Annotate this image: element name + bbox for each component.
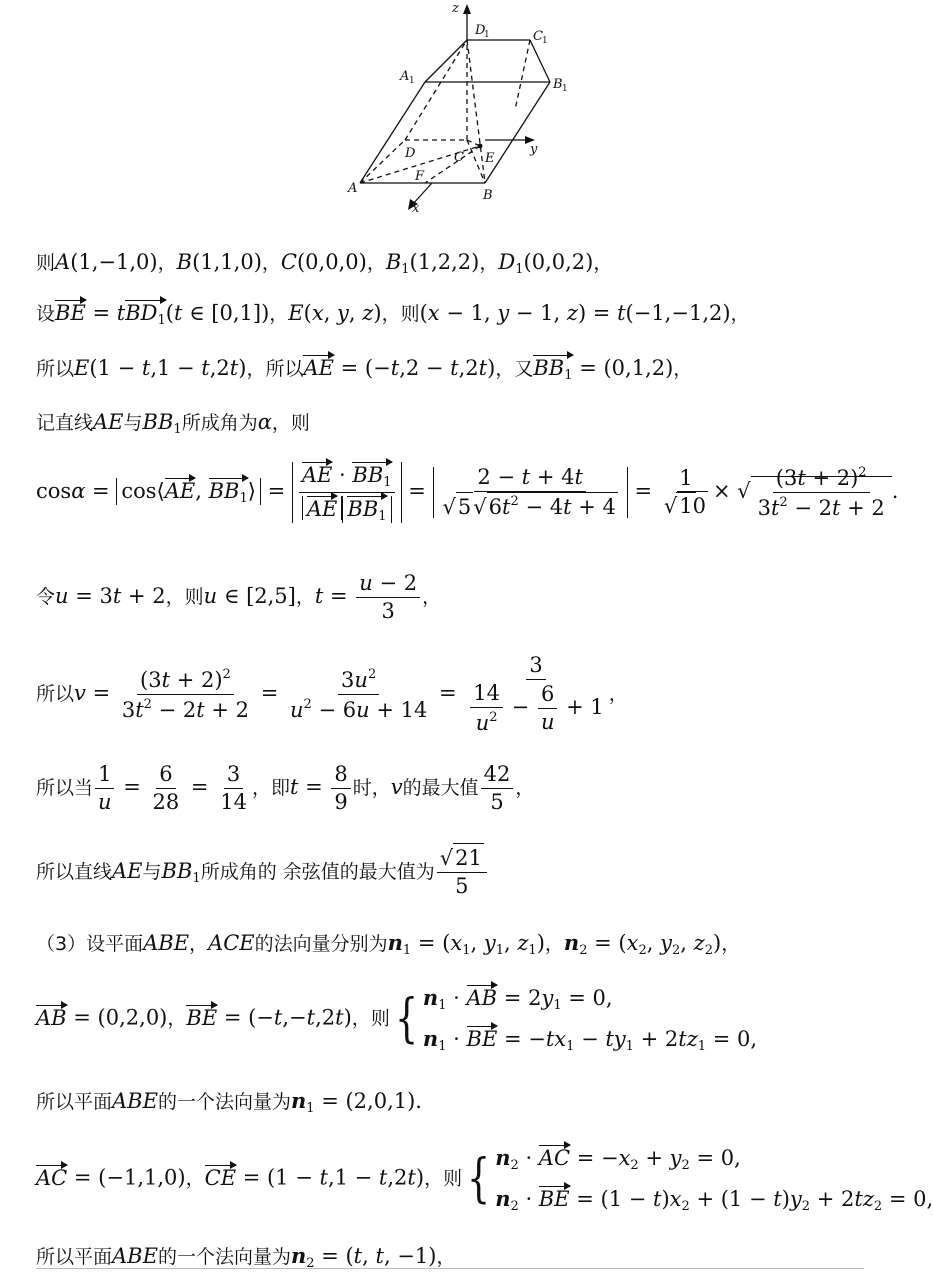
label-e: E (485, 151, 495, 166)
edge-d1-b (467, 40, 485, 183)
sub-d1: 1 (484, 30, 490, 40)
line-angle-def: 记直线AE与$BB_1$所成角为α，则 (36, 410, 310, 437)
line-let-u: 令u = 3t + 2，则u ∈ [2,5]，t = $\frac{u - 2}{3}$ ， (36, 571, 442, 623)
line-system-2: AC = (−1,1,0)，CE = (1 − t,1 − t,2t)，则{ $n_2$ · AC = $-x_2 + y_2 = 0$, $n_2$ · BE = $(1 - t)x_2 + (1 - t)y_2 + 2tz_2 = 0$, (36, 1145, 933, 1214)
prism-figure (330, 0, 570, 215)
label-a1: A (400, 69, 410, 84)
edge-a-d (360, 140, 405, 183)
point-e (478, 144, 483, 149)
line-n2: 所以平面ABE的一个法向量为$n_2 = (t$, t, −1)， (36, 1243, 456, 1271)
label-a: A (348, 181, 358, 196)
edge-e-f (425, 146, 480, 183)
sub-c1: 1 (542, 36, 548, 46)
edge-d-d1 (405, 40, 467, 140)
label-x: x (412, 201, 420, 216)
line-set-be: 设BE = tBD$_1$(t ∈ [0,1])，E(x, y, z)，则(x − 1, y − 1, z) = t(−1,−1,2)， (36, 301, 750, 328)
edge-a-a1 (360, 82, 425, 183)
label-d1: D (475, 23, 486, 38)
sub-a1: 1 (409, 76, 415, 86)
label-f: F (415, 169, 425, 184)
line-cos-max: 所以直线AE与$BB_1$所成角的 余弦值的最大值为 $\frac{√21}{5}$ (36, 848, 489, 897)
label-y: y (530, 142, 538, 157)
label-d: D (405, 146, 416, 161)
sub-b1: 1 (562, 84, 568, 94)
label-z: z (452, 1, 459, 16)
label-b: B (483, 188, 493, 203)
bottom-rule (36, 1268, 864, 1269)
line-cos-alpha: cosα = cos⟨AE, $BB_1⟩$ = $\frac{AE \cdot BB_1}{AE BB_1}$ = $\frac{2 - t + 4t}{√5√6t^2 - 4t + 4}$ = $\frac{1}{√10}$ × √ $\frac{(3t + 2)^2}{3t^2 - 2t + 2}$ . (36, 463, 899, 524)
line-coordinates: 则A(1,−1,0)，B(1,1,0)，C(0,0,0)，$B_1(1,2,2)$，$D_1(0,0,2)$， (36, 250, 613, 277)
line-e-coords: 所以E(1 − t,1 − t,2t)，所以AE = (−t,2 − t,2t)，又$BB_1 = (0,1,2)$， (36, 356, 693, 383)
z-arrow (463, 4, 471, 14)
line-part3: （3）设平面ABE，ACE的法向量分别为$n_1 = (x_1$, $y_1$, $z_1$)，$n_2 = (x_2$, $y_2$, $z_2$)， (36, 930, 741, 958)
label-b1: B (553, 77, 563, 92)
label-c: C (454, 150, 464, 165)
line-v: 所以v = $\frac{(3t + 2)^2}{3t^2 - 2t + 2}$ = $\frac{3u^2}{u^2 - 6u + 14}$ = 3 $\frac{14}{u^2}$ − $\frac{6}{u}$ + 1 ， (36, 653, 628, 735)
edge-a1-d1 (425, 40, 467, 82)
label-c1: C (533, 29, 543, 44)
line-n1: 所以平面ABE的一个法向量为$n_1 = (2,0,1)$. (36, 1088, 422, 1116)
edge-c1-b1 (530, 40, 550, 82)
edge-c1-c (515, 40, 530, 110)
line-max-v: 所以当 $\frac{1}{u}$ = $\frac{6}{28}$ = $\frac{3}{14}$ ，即t = $\frac{8}{9}$ 时，v的最大值 $\frac{42}{5}$ ， (36, 762, 535, 814)
line-system-1: AB = (0,2,0)，BE = (−t,−t,2t)，则{ $n_1$ · AB = $2y_1 = 0$, $n_1$ · BE = $-tx_1 - ty_1 + 2tz_1 = 0$, (36, 985, 758, 1054)
